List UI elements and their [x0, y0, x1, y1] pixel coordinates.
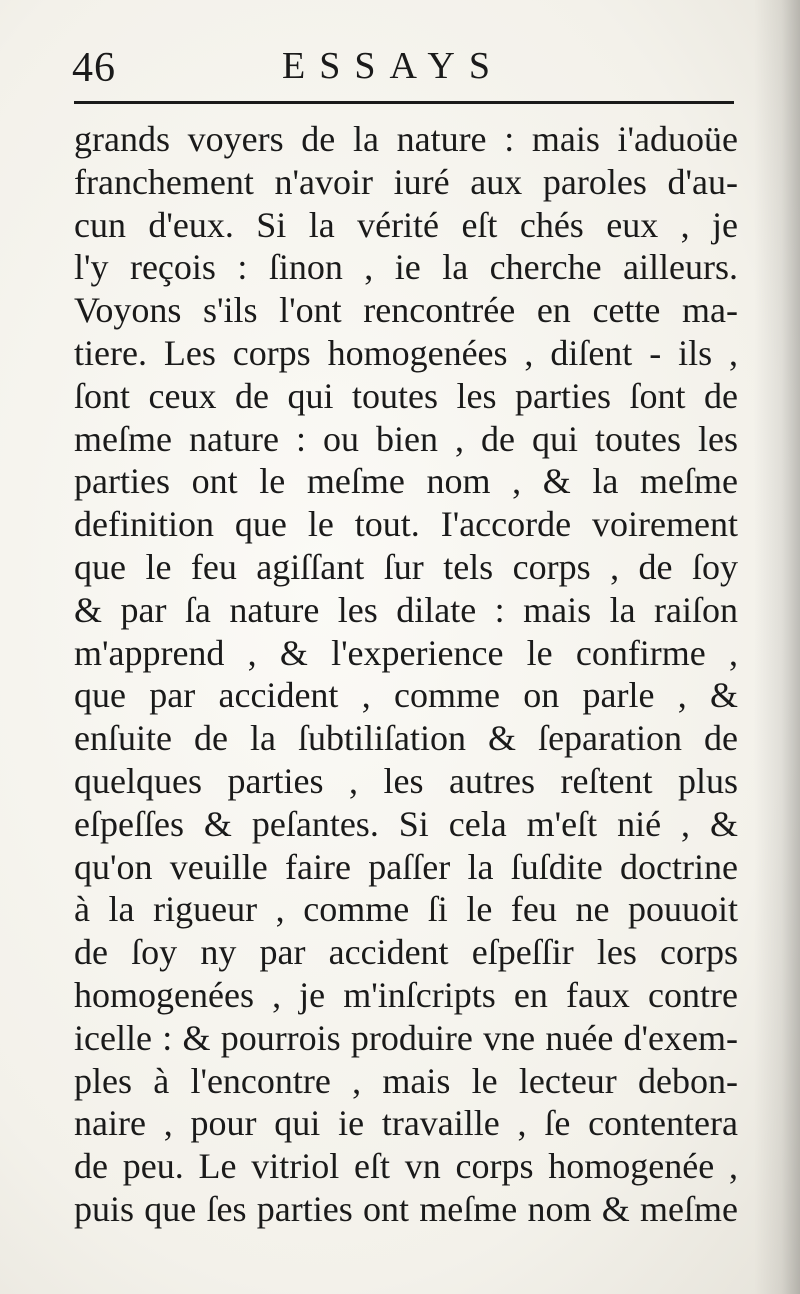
text-line: meſme nature : ou bien , de qui toutes les: [74, 418, 738, 459]
text-line: l'y reçois : ſinon , ie la cherche ailleurs.: [74, 247, 738, 288]
page-number: 46: [72, 45, 116, 91]
text-line: à la rigueur , comme ſi le feu ne pouuoit: [74, 889, 738, 930]
text-line: ples à l'encontre , mais le lecteur debon-: [74, 1060, 738, 1101]
text-line: definition que le tout. I'accorde voirement: [74, 504, 738, 545]
text-line: que le feu agiſſant ſur tels corps , de ſoy: [74, 546, 738, 587]
text-line: cun d'eux. Si la vérité eſt chés eux , je: [74, 204, 738, 245]
text-line: m'apprend , & l'experience le confirme ,: [74, 632, 738, 673]
text-line: que par accident , comme on parle , &: [74, 675, 738, 716]
text-line: qu'on veuille faire paſſer la ſuſdite doctrine: [74, 846, 738, 887]
text-line: Voyons s'ils l'ont rencontrée en cette ma-: [74, 290, 738, 331]
running-title: ESSAYS: [282, 45, 505, 87]
text-line: de peu. Le vitriol eſt vn corps homogenée ,: [74, 1146, 738, 1187]
text-line: quelques parties , les autres reſtent plus: [74, 760, 738, 801]
text-line: & par ſa nature les dilate : mais la raiſon: [74, 589, 738, 630]
body-text: [74, 118, 738, 1231]
text-line: de ſoy ny par accident eſpeſſir les corps: [74, 932, 738, 973]
text-line: parties ont le meſme nom , & la meſme: [74, 461, 738, 502]
page-gutter-shadow: [754, 0, 800, 1294]
text-line: naire , pour qui ie travaille , ſe contentera: [74, 1103, 738, 1144]
text-line: homogenées , je m'inſcripts en faux contre: [74, 974, 738, 1015]
text-line: tiere. Les corps homogenées , diſent - ils ,: [74, 332, 738, 373]
text-line: puis que ſes parties ont meſme nom & meſme: [74, 1188, 738, 1229]
text-line: enſuite de la ſubtiliſation & ſeparation de: [74, 718, 738, 759]
text-line: eſpeſſes & peſantes. Si cela m'eſt nié , &: [74, 803, 738, 844]
text-line: icelle : & pourrois produire vne nuée d'exem-: [74, 1017, 738, 1058]
page-header: [70, 40, 738, 96]
text-line: grands voyers de la nature : mais i'aduoüe: [74, 119, 738, 159]
text-line: franchement n'avoir iuré aux paroles d'au-: [74, 161, 738, 202]
text-line: ſont ceux de qui toutes les parties ſont de: [74, 375, 738, 416]
header-rule: [74, 101, 734, 104]
